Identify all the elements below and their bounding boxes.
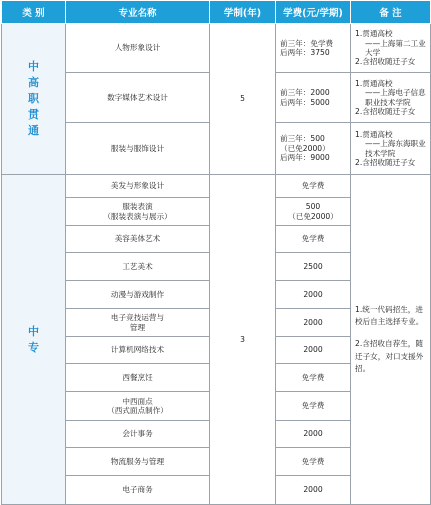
major-name: 物流服务与管理 <box>66 448 210 476</box>
category-zgzg <box>2 24 66 175</box>
fee-cell: 前三年：500 （已免2000） 后两年：9000 <box>276 123 351 175</box>
notes-cell: 1.贯通高校 ——上海东海职业技术学院 2.含招收随迁子女 <box>351 123 431 175</box>
major-name: 电子商务 <box>66 476 210 505</box>
category-zz-label: 中 专 <box>28 324 39 354</box>
header-fee: 学费(元/学期) <box>276 1 351 24</box>
header-category: 类 别 <box>2 1 66 24</box>
header-major: 专业名称 <box>66 1 210 24</box>
major-name: 人物形象设计 <box>66 24 210 73</box>
fee-cell: 免学费 <box>276 392 351 421</box>
notes-cell: 1.贯通高校 ——上海第二工业大学 2.含招收随迁子女 <box>351 24 431 73</box>
major-name: 美发与形象设计 <box>66 175 210 198</box>
category-zgzg-label: 中 高 职 贯 通 <box>28 60 39 137</box>
header-notes: 备 注 <box>351 1 431 24</box>
fee-cell: 前三年：免学费 后两年：3750 <box>276 24 351 73</box>
note-paragraph: 1.统一代码招生，进校后自主选择专业。 <box>355 305 424 327</box>
notes-cell: 1.贯通高校 ——上海电子信息职业技术学院 2.含招收随迁子女 <box>351 73 431 123</box>
major-name: 工艺美术 <box>66 253 210 281</box>
major-name: 美容美体艺术 <box>66 226 210 253</box>
major-name: 西餐烹饪 <box>66 364 210 392</box>
category-zz <box>2 175 66 505</box>
major-name: 动漫与游戏制作 <box>66 281 210 309</box>
duration-zz: 3 <box>210 175 276 505</box>
major-name: 数字媒体艺术设计 <box>66 73 210 123</box>
duration-zgzg: 5 <box>210 24 276 175</box>
note-paragraph: 2.含招收自荐生，随迁子女，对口支援外招。 <box>355 339 424 373</box>
major-name: 中西面点 （西式面点制作） <box>66 392 210 421</box>
major-name: 电子竞技运营与 管理 <box>66 309 210 337</box>
fee-cell: 免学费 <box>276 175 351 198</box>
fee-cell: 2000 <box>276 309 351 337</box>
major-name: 服装与服饰设计 <box>66 123 210 175</box>
fee-cell: 2000 <box>276 421 351 448</box>
fee-cell: 免学费 <box>276 226 351 253</box>
table-row <box>2 175 431 198</box>
fee-cell: 2500 <box>276 253 351 281</box>
fee-cell: 2000 <box>276 337 351 364</box>
header-duration: 学制(年) <box>210 1 276 24</box>
table-row <box>2 24 431 73</box>
table-header-row <box>2 1 431 24</box>
fee-cell: 2000 <box>276 476 351 505</box>
fee-cell: 免学费 <box>276 448 351 476</box>
notes-zz <box>351 175 431 505</box>
major-name: 计算机网络技术 <box>66 337 210 364</box>
major-name: 服装表演 （服装表演与展示） <box>66 198 210 226</box>
major-name: 会计事务 <box>66 421 210 448</box>
fee-cell: 500 （已免2000） <box>276 198 351 226</box>
fee-cell: 前三年：2000 后两年：5000 <box>276 73 351 123</box>
majors-table <box>1 0 431 505</box>
fee-cell: 2000 <box>276 281 351 309</box>
fee-cell: 免学费 <box>276 364 351 392</box>
